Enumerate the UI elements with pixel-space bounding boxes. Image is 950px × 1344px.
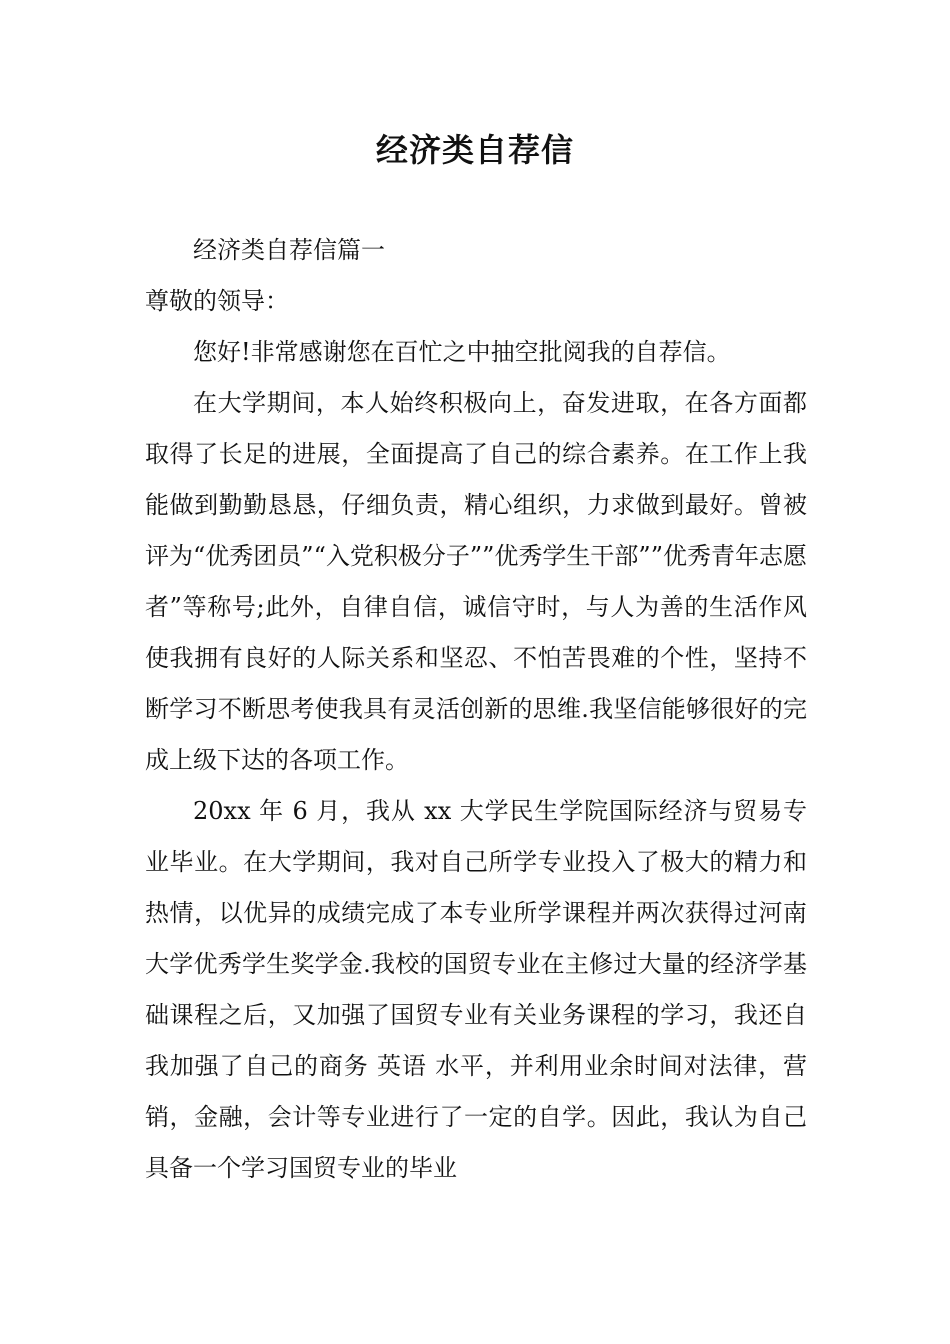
salutation: 尊敬的领导： bbox=[145, 287, 289, 315]
document-body bbox=[145, 225, 807, 1194]
paragraph-education-background: 20xx 年 6 月，我从 xx 大学民生学院国际经济与贸易专业毕业。在大学期间，我对自己所学专业投入了极大的精力和热情，以优异的成绩完成了本专业所学课程并两次获得过河南大学优秀学生奖学金.我校的国贸专业在主修过大量的经济学基础课程之后，又加强了国贸专业有关业务课程的学习，我还自我加强了自己的商务 英语 水平，并利用业余时间对法律，营销，金融，会计等专业进行了一定的自学。因此，我认为自己具备一个学习国贸专业的毕业 bbox=[145, 797, 807, 1182]
paragraph-greeting: 您好!非常感谢您在百忙之中抽空批阅我的自荐信。 bbox=[193, 338, 731, 366]
document-title: 经济类自荐信 bbox=[375, 131, 574, 169]
paragraph-university-performance: 在大学期间，本人始终积极向上，奋发进取，在各方面都取得了长足的进展，全面提高了自己的综合素养。在工作上我能做到勤勤恳恳，仔细负责，精心组织，力求做到最好。曾被评为“优秀团员”“入党积极分子””优秀学生干部””优秀青年志愿者”等称号;此外，自律自信，诚信守时，与人为善的生活作风使我拥有良好的人际关系和坚忍、不怕苦畏难的个性，坚持不断学习不断思考使我具有灵活创新的思维.我坚信能够很好的完成上级下达的各项工作。 bbox=[145, 389, 807, 774]
section-heading: 经济类自荐信篇一 bbox=[193, 236, 385, 264]
